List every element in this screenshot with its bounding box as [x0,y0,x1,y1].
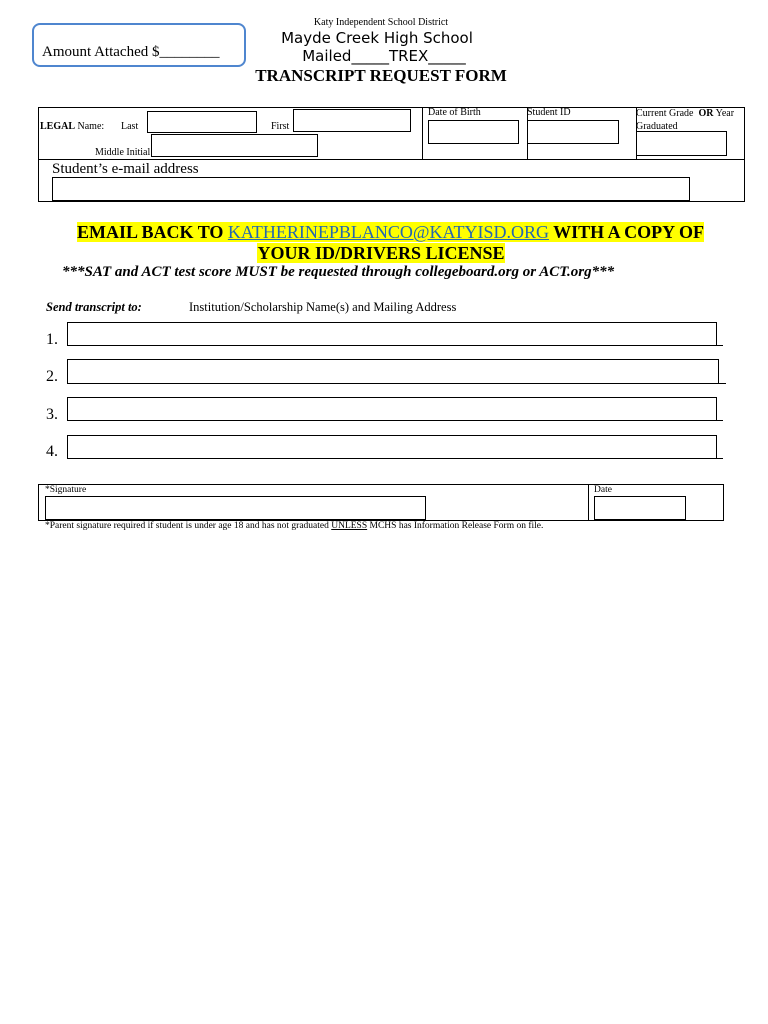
signature-date-field[interactable] [594,496,686,520]
mailed-trex-line: Mailed_____TREX_____ [302,47,466,65]
last-name-field[interactable] [147,111,257,133]
form-title: TRANSCRIPT REQUEST FORM [255,66,507,85]
student-email-label: Student’s e-mail address [52,161,199,177]
first-name-field[interactable] [293,109,411,132]
institution-column-label: Institution/Scholarship Name(s) and Mailing Address [189,300,457,314]
or-text: OR [698,108,714,119]
footnote-text: *Parent signature required if student is under age 18 and has not graduated [45,521,329,531]
test-score-notice: ***SAT and ACT test score MUST be requested through collegeboard.org or ACT.org*** [62,264,615,280]
trailing-underline [717,420,723,421]
date-of-birth-field[interactable] [428,120,519,144]
student-email-field[interactable] [52,177,690,201]
district-name: Katy Independent School District [313,17,449,28]
parent-signature-footnote [45,521,543,532]
recipient-number: 3. [46,406,58,423]
trailing-underline [719,383,726,384]
grade-or-year-field[interactable] [636,131,727,156]
student-id-field[interactable] [527,120,619,144]
email-back-suffix: WITH A COPY OF [553,222,705,242]
email-back-notice-line-1 [77,222,704,243]
id-license-text: YOUR ID/DRIVERS LICENSE [257,243,505,263]
graduated-text: Graduated [636,121,678,132]
table-column-divider [422,107,423,159]
middle-initial-label: Middle Initial [95,147,151,158]
trailing-underline [717,458,723,459]
send-transcript-label: Send transcript to: [46,300,142,314]
signature-date-label: Date [594,485,612,495]
middle-initial-field[interactable] [151,134,318,157]
school-name: Mayde Creek High School [281,29,473,47]
recipient-field-1[interactable] [67,322,717,346]
year-text: Year [715,108,735,119]
signature-field[interactable] [45,496,426,520]
recipient-number: 1. [46,331,58,348]
email-back-notice-line-2 [181,243,581,264]
date-of-birth-label: Date of Birth [428,107,481,118]
name-label: Name: [77,121,105,132]
last-name-label: Last [121,121,139,132]
email-link[interactable]: KATHERINEPBLANCO@KATYISD.ORG [227,222,549,242]
footnote-text-end: MCHS has Information Release Form on file. [369,521,544,531]
first-name-label: First [271,121,290,132]
email-back-prefix: EMAIL BACK TO [77,222,224,242]
amount-attached-label: Amount Attached $________ [42,44,220,60]
recipient-number: 4. [46,443,58,460]
signature-label: *Signature [45,485,87,495]
recipient-field-2[interactable] [67,359,719,384]
footnote-unless: UNLESS [331,521,368,531]
legal-label: LEGAL [40,121,76,132]
highlight-span [77,222,704,242]
recipient-field-3[interactable] [67,397,717,421]
legal-name-label [40,121,104,133]
student-id-label: Student ID [527,107,571,118]
recipient-number: 2. [46,368,58,385]
current-grade-text: Current Grade [636,108,694,119]
recipient-field-4[interactable] [67,435,717,459]
amount-attached-box [32,23,246,67]
grade-or-year-label [636,107,734,133]
trailing-underline [717,345,723,346]
signature-column-divider [588,484,589,521]
